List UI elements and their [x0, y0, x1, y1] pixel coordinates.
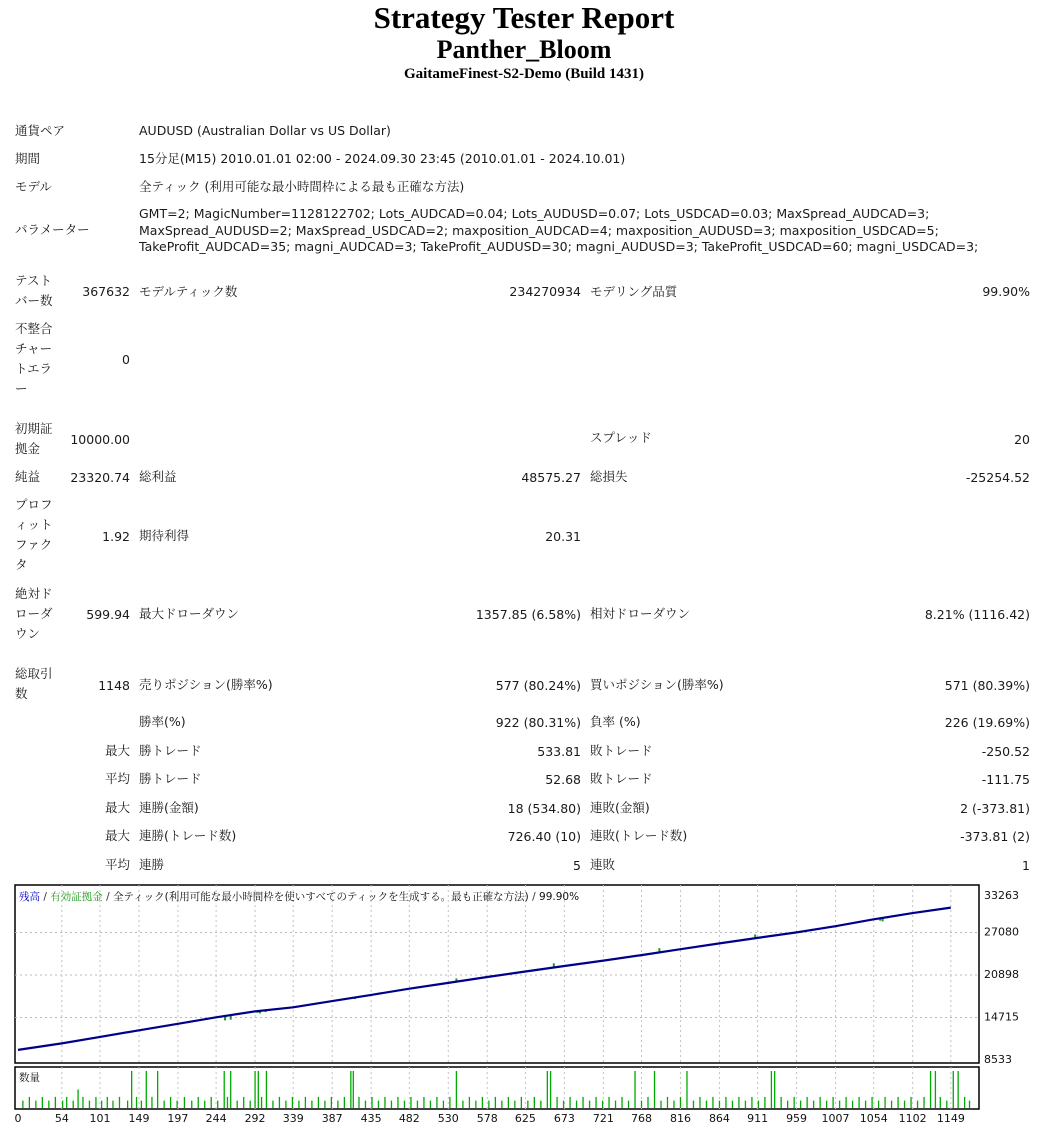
x-tick-label: 768 [631, 1112, 653, 1124]
x-tick-label: 149 [128, 1112, 150, 1124]
symbol-label: 通貨ペア [15, 123, 66, 138]
x-tick-label: 530 [437, 1112, 459, 1124]
x-tick-label: 292 [244, 1112, 266, 1124]
x-tick-label: 1102 [898, 1112, 927, 1124]
y-axis-labels [984, 889, 1019, 1066]
net-value: 23320.74 [70, 470, 130, 485]
x-tick-label: 578 [476, 1112, 498, 1124]
params-label: パラメーター [15, 222, 90, 237]
pf-label: プロフィットファクタ [15, 497, 53, 572]
loss-rate-label: 負率 (%) [590, 714, 641, 729]
volume-label: 数量 [19, 1072, 40, 1084]
max-dd-label: 最大ドローダウン [139, 606, 240, 621]
period-label: 期間 [15, 151, 41, 166]
net-label: 純益 [15, 469, 41, 484]
win-rate-value: 922 (80.31%) [495, 715, 581, 730]
volume-chart-frame [15, 1067, 979, 1109]
average-prefix: 平均 [104, 771, 130, 786]
max-consec-wins-trades-label: 連勝(トレード数) [139, 828, 237, 843]
max-consec-losses-trades-value: -373.81 (2) [960, 829, 1030, 844]
long-value: 571 (80.39%) [944, 678, 1030, 693]
ticks-value: 234270934 [509, 284, 581, 299]
symbol-value: AUDUSD (Australian Dollar vs US Dollar) [139, 123, 391, 138]
x-axis-labels [15, 1112, 965, 1124]
params-value: GMT=2; MagicNumber=1128122702; Lots_AUDCAD=0.04; Lots_AUDUSD=0.07; Lots_USDCAD=0.03; MaxSpread_AUDCAD=3; MaxSpread_AUDUSD=2; MaxSpread_USDCAD=2; maxposition_AUDCAD=4; maxposition_AUDUSD=3; maxposition_USDCAD=5; TakeProfit_AUDCAD=35; magni_AUDCAD=3; TakeProfit_AUDUSD=30; magni_AUDUSD=3; TakeProfit_USDCAD=60; magni_USDCAD=3; [139, 206, 979, 254]
rel-dd-value: 8.21% (1116.42) [924, 607, 1030, 622]
trades-label: 総取引数 [15, 666, 53, 701]
max-consec-wins-money-value: 18 (534.80) [507, 801, 581, 816]
x-tick-label: 387 [321, 1112, 343, 1124]
max-consec-wins-money-label: 連勝(金額) [139, 800, 199, 815]
average-loss-label: 敗トレード [590, 771, 653, 786]
x-tick-label: 1054 [859, 1112, 888, 1124]
x-tick-label: 0 [14, 1112, 22, 1124]
y-tick-label: 33263 [984, 889, 1019, 902]
deposit-value: 10000.00 [70, 432, 130, 447]
avg-consec-wins-label: 連勝 [139, 857, 165, 872]
largest-prefix: 最大 [104, 743, 130, 758]
average-win-label: 勝トレード [139, 771, 202, 786]
bars-label: テストバー数 [15, 273, 53, 308]
chart-legend: 残高 / 有効証拠金 / 全ティック(利用可能な最小時間枠を使いすべてのティックを生成する。最も正確な方法) / 99.90% [19, 891, 580, 903]
gross-profit-value: 48575.27 [521, 470, 581, 485]
deposit-label: 初期証拠金 [15, 421, 53, 456]
rel-dd-label: 相対ドローダウン [590, 606, 691, 621]
x-tick-label: 911 [747, 1112, 769, 1124]
x-tick-label: 721 [592, 1112, 614, 1124]
expected-value: 20.31 [545, 529, 581, 544]
max-consec-losses-trades-label: 連敗(トレード数) [590, 828, 688, 843]
short-label: 売りポジション(勝率%) [139, 677, 273, 692]
average-win-value: 52.68 [545, 772, 581, 787]
avg-prefix-2: 平均 [104, 857, 130, 872]
balance-chart [14, 884, 1034, 1124]
average-loss-value: -111.75 [981, 772, 1030, 787]
x-tick-label: 1149 [936, 1112, 965, 1124]
largest-win-label: 勝トレード [139, 743, 202, 758]
quality-value: 99.90% [982, 284, 1030, 299]
x-tick-label: 482 [398, 1112, 420, 1124]
main-chart-frame [15, 885, 979, 1063]
x-tick-label: 197 [167, 1112, 189, 1124]
period-value: 15分足(M15) 2010.01.01 02:00 - 2024.09.30 23:45 (2010.01.01 - 2024.10.01) [139, 151, 626, 166]
x-tick-label: 339 [282, 1112, 304, 1124]
legend-model: 全ティック(利用可能な最小時間枠を使いすべてのティックを生成する。最も正確な方法) [112, 891, 529, 903]
mismatch-label: 不整合チャートエラー [15, 321, 53, 396]
max-consec-wins-trades-value: 726.40 (10) [507, 829, 581, 844]
loss-rate-value: 226 (19.69%) [944, 715, 1030, 730]
quality-label: モデリング品質 [590, 284, 678, 299]
short-value: 577 (80.24%) [495, 678, 581, 693]
gross-loss-value: -25254.52 [965, 470, 1030, 485]
largest-win-value: 533.81 [537, 744, 581, 759]
x-tick-label: 959 [786, 1112, 808, 1124]
avg-consec-losses-label: 連敗 [590, 857, 616, 872]
report-title: Strategy Tester Report [373, 0, 675, 35]
max-consec-losses-money-value: 2 (-373.81) [960, 801, 1030, 816]
x-tick-label: 1007 [821, 1112, 850, 1124]
y-tick-label: 27080 [984, 925, 1019, 939]
spread-label: スプレッド [590, 430, 652, 445]
x-tick-label: 244 [205, 1112, 227, 1124]
max-consec-losses-money-label: 連敗(金額) [590, 800, 650, 815]
x-tick-label: 816 [669, 1112, 691, 1124]
x-tick-label: 101 [89, 1112, 111, 1124]
abs-dd-label: 絶対ドローダウン [15, 586, 53, 641]
ea-name: Panther_Bloom [436, 35, 612, 64]
ticks-label: モデルティック数 [139, 284, 238, 299]
y-tick-label: 8533 [984, 1053, 1012, 1066]
x-tick-label: 673 [553, 1112, 575, 1124]
avg-consec-losses-value: 1 [1022, 858, 1030, 873]
max-dd-value: 1357.85 (6.58%) [475, 607, 581, 622]
bars-value: 367632 [82, 284, 130, 299]
abs-dd-value: 599.94 [86, 607, 130, 622]
mismatch-value: 0 [122, 352, 130, 367]
avg-consec-wins-value: 5 [573, 858, 581, 873]
model-value: 全ティック (利用可能な最小時間枠による最も正確な方法) [139, 179, 465, 194]
max-prefix-2: 最大 [104, 828, 130, 843]
y-tick-label: 14715 [984, 1010, 1019, 1024]
long-label: 買いポジション(勝率%) [590, 677, 724, 692]
model-label: モデル [15, 179, 52, 194]
server-name: GaitameFinest-S2-Demo (Build 1431) [404, 66, 644, 82]
y-tick-label: 20898 [984, 968, 1019, 981]
spread-value: 20 [1014, 432, 1030, 447]
legend-equity: 有効証拠金 [50, 891, 103, 903]
largest-loss-label: 敗トレード [590, 743, 653, 758]
win-rate-label: 勝率(%) [139, 714, 186, 729]
gross-loss-label: 総損失 [590, 469, 628, 484]
expected-label: 期待利得 [139, 528, 190, 543]
x-tick-label: 435 [360, 1112, 382, 1124]
x-tick-label: 54 [54, 1112, 69, 1124]
legend-balance: 残高 [19, 891, 40, 903]
legend-quality: 99.90% [539, 891, 580, 903]
x-tick-label: 625 [514, 1112, 536, 1124]
pf-value: 1.92 [102, 529, 130, 544]
gross-profit-label: 総利益 [139, 469, 177, 484]
x-tick-label: 864 [708, 1112, 730, 1124]
largest-loss-value: -250.52 [981, 744, 1030, 759]
trades-value: 1148 [98, 678, 130, 693]
max-prefix-1: 最大 [104, 800, 130, 815]
